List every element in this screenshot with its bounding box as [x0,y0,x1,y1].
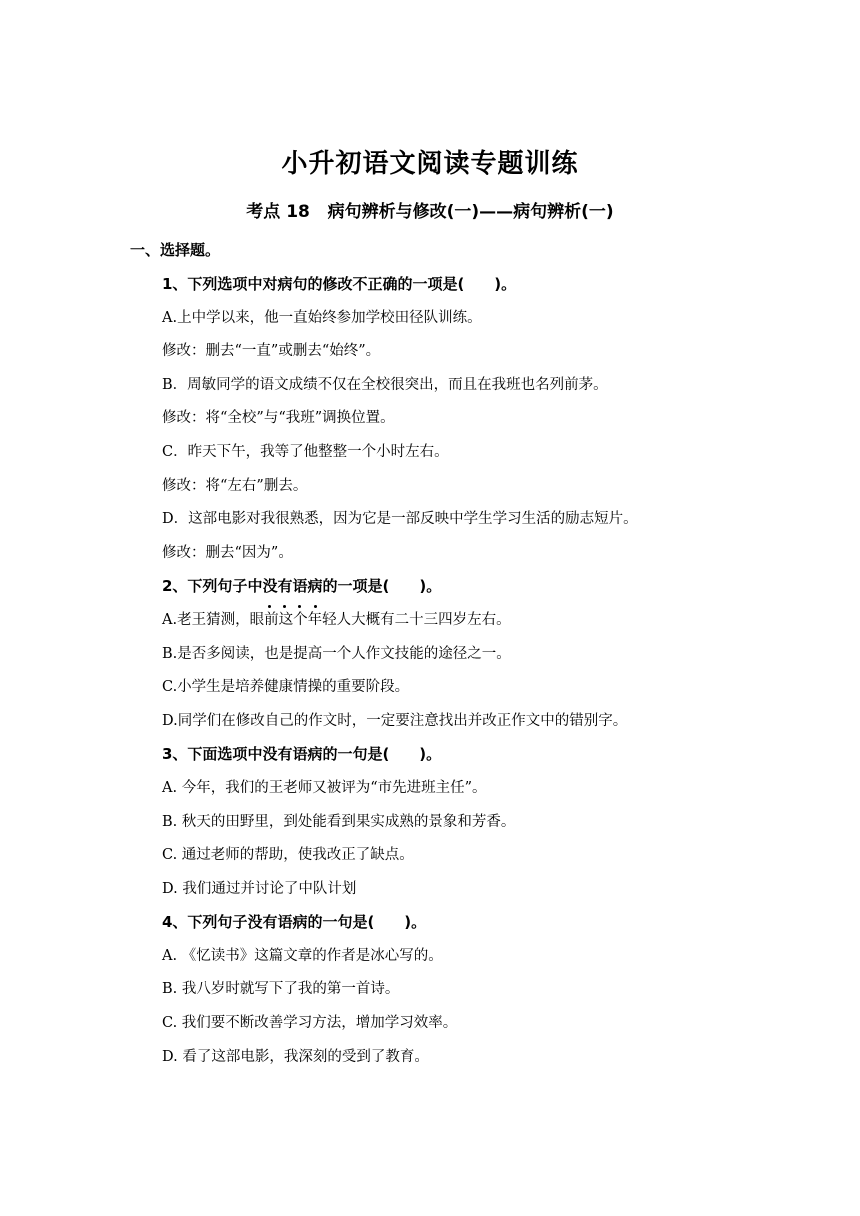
question-3-option-a: A. 今年，我们的王老师又被评为“市先进班主任”。 [162,779,487,796]
emphasis-char: 有 [277,570,292,604]
question-4-option-c: C. 我们要不断改善学习方法，增加学习效率。 [162,1015,458,1032]
question-2-stem [162,570,762,604]
question-1-fix-d: 修改：删去“因为”。 [162,544,293,561]
question-1-option-b: B．周敏同学的语文成绩不仅在全校很突出，而且在我班也名列前茅。 [162,376,608,393]
question-4-option-d: D. 看了这部电影，我深刻的受到了教育。 [162,1048,429,1065]
question-list [162,268,762,1074]
question-1-fix-a: 修改：删去“一直”或删去“始终”。 [162,343,381,360]
question-1-option-c: C．昨天下午，我等了他整整一个小时左右。 [162,443,449,460]
document-subtitle: 考点 18 病句辨析与修改(一)——病句辨析(一) [246,202,614,222]
question-2-option-c: C.小学生是培养健康情操的重要阶段。 [162,679,410,696]
question-1-fix-b: 修改：将“全校”与“我班”调换位置。 [162,410,395,427]
question-1-stem: 1、下列选项中对病句的修改不正确的一项是( )。 [162,275,517,293]
question-3-option-d: D. 我们通过并讨论了中队计划 [162,880,357,897]
question-2-stem-prefix: 2、下列句子中 [162,577,263,596]
question-1-fix-c: 修改：将“左右”删去。 [162,477,308,494]
question-3-option-c: C. 通过老师的帮助，使我改正了缺点。 [162,847,414,864]
question-2-stem-emphasis [262,577,322,595]
question-3-option-b: B. 秋天的田野里，到处能看到果实成熟的景象和芳香。 [162,813,516,830]
question-3-stem: 3、下面选项中没有语病的一句是( )。 [162,745,442,764]
question-2-stem-suffix: 的一项是( )。 [322,577,442,596]
question-4-option-b: B. 我八岁时就写下了我的第一首诗。 [162,981,400,998]
document-title: 小升初语文阅读专题训练 [281,149,579,179]
question-2-option-d: D.同学们在修改自己的作文时，一定要注意找出并改正作文中的错别字。 [162,712,628,729]
question-1-option-a: A.上中学以来，他一直始终参加学校田径队训练。 [162,309,482,326]
emphasis-char: 没 [262,570,277,604]
question-4-option-a: A. 《忆读书》这篇文章的作者是冰心写的。 [162,947,443,964]
question-4-stem: 4、下列句子没有语病的一句是( )。 [162,913,427,932]
question-1-option-d: D．这部电影对我很熟悉，因为它是一部反映中学生学习生活的励志短片。 [162,511,638,528]
emphasis-char: 病 [308,570,323,604]
question-2-option-b: B.是否多阅读，也是提高一个人作文技能的途径之一。 [162,645,511,662]
question-2-option-a: A.老王猜测，眼前这个年轻人大概有二十三四岁左右。 [162,611,511,628]
section-heading: 一、选择题。 [130,241,221,259]
emphasis-char: 语 [292,570,307,604]
